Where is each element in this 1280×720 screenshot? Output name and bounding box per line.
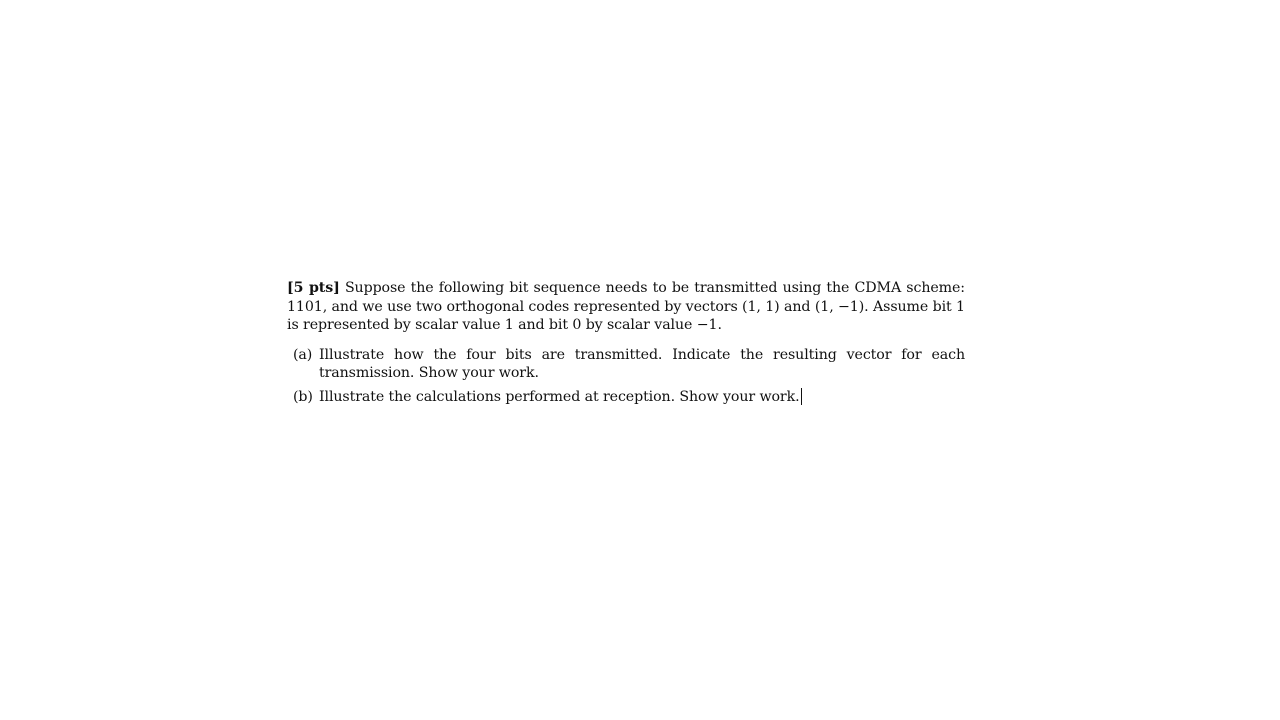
sub-question-b-text: Illustrate the calculations performed at reception. Show your work. (319, 388, 800, 405)
sub-question-b-marker: (b) (293, 388, 313, 405)
sub-questions-list (287, 346, 965, 407)
sub-question-a (287, 346, 965, 383)
sub-question-a-marker: (a) (293, 346, 313, 363)
statement-text: Suppose the following bit sequence needs to be transmitted using the CDMA scheme: 1101, and we use two orthogonal codes represented by vectors (1, 1) and (1, −1). Assume bit 1 is represented by scalar value 1 and bit 0 by scalar value −1. (287, 280, 965, 333)
sub-question-a-text: Illustrate how the four bits are transmitted. Indicate the resulting vector for each transmission. Show your work. (319, 346, 965, 381)
text-cursor (801, 388, 802, 405)
problem-statement (287, 279, 965, 335)
sub-question-b-line[interactable] (319, 388, 965, 407)
problem-block (287, 279, 965, 411)
points-label: [5 pts] (287, 280, 340, 296)
sub-question-b (287, 388, 965, 407)
